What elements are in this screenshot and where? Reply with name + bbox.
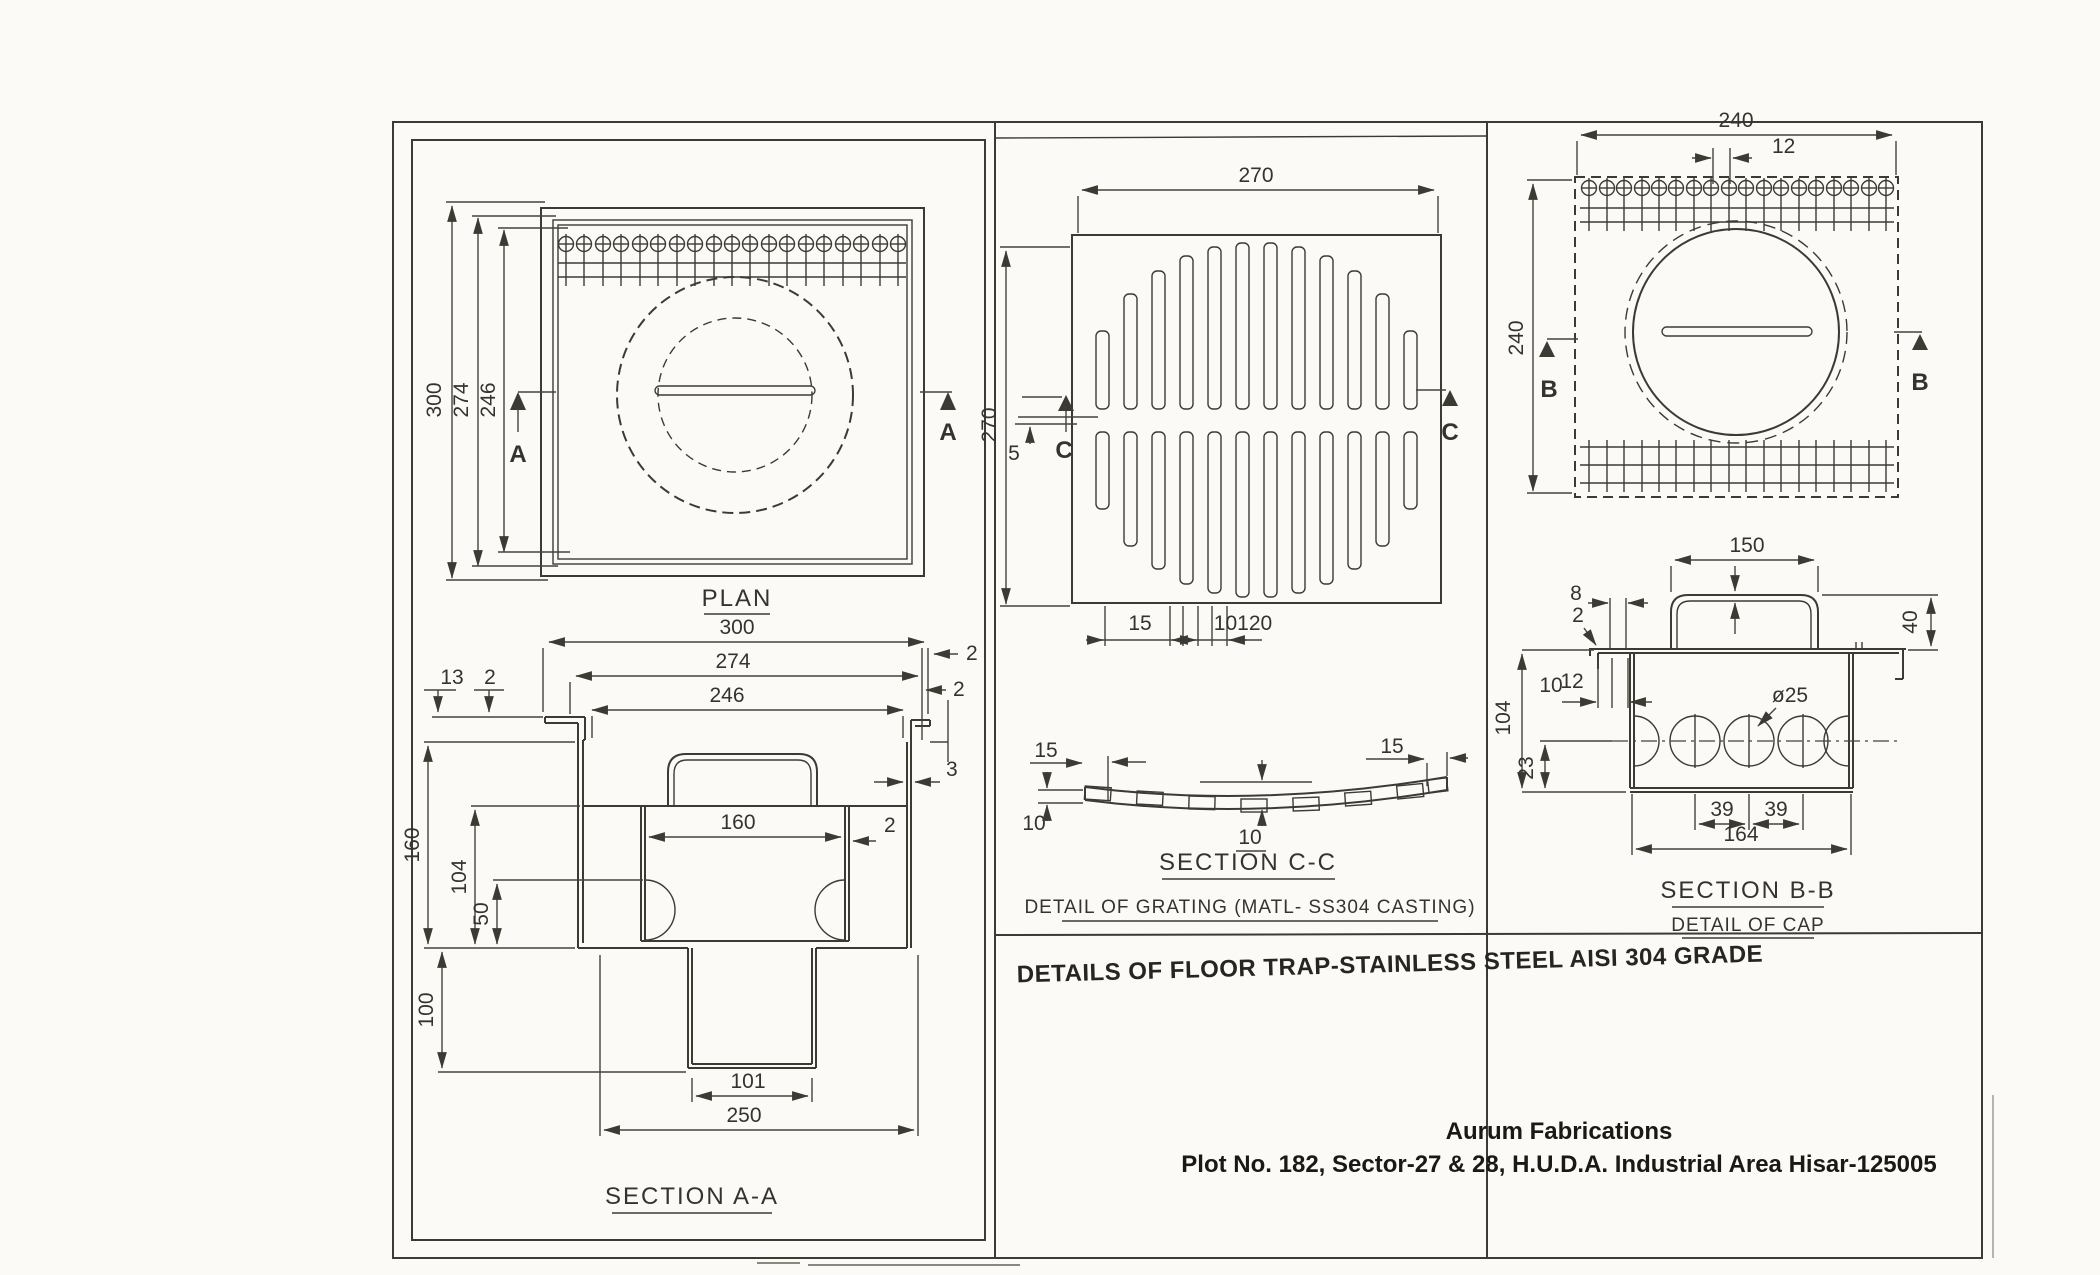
dim-246: 246 xyxy=(709,684,745,707)
dim-15-right: 15 xyxy=(1380,735,1404,758)
dim-13: 13 xyxy=(440,666,464,689)
dim-3: 3 xyxy=(946,758,958,781)
dim-12: 12 xyxy=(1560,670,1584,693)
dim-274: 274 xyxy=(715,650,751,673)
dim-10: 10 xyxy=(1539,674,1563,697)
dim-100: 100 xyxy=(415,992,438,1028)
cap-detail-label: DETAIL OF CAP xyxy=(1671,915,1825,936)
cap-plan-bottom-band xyxy=(1580,440,1894,492)
plan-coin-slot xyxy=(655,386,815,395)
dim-246: 246 xyxy=(477,382,500,418)
dim-240-left: 240 xyxy=(1505,320,1528,356)
dim-160-tray: 160 xyxy=(720,811,756,834)
dim-10-center: 10 xyxy=(1238,826,1262,849)
dim-2-top: 2 xyxy=(966,642,978,665)
dim-39-left: 39 xyxy=(1710,798,1734,821)
cap-coin-slot xyxy=(1662,327,1812,336)
section-bb-label: SECTION B-B xyxy=(1660,877,1836,904)
dim-274: 274 xyxy=(450,382,473,418)
dim-2: 2 xyxy=(1572,604,1584,627)
grating-detail-label: DETAIL OF GRATING (MATL- SS304 CASTING) xyxy=(1024,897,1476,918)
dim-39-right: 39 xyxy=(1764,798,1788,821)
dim-270-left: 270 xyxy=(978,407,1001,443)
section-marker-a-right xyxy=(920,392,957,446)
marker-label: B xyxy=(1911,369,1929,396)
plan-label: PLAN xyxy=(701,585,773,612)
cap-plan-dimensions xyxy=(1505,109,1896,493)
section-aa-profile xyxy=(545,648,948,1068)
plan-fastener-band xyxy=(558,234,906,286)
dim-2-left: 2 xyxy=(484,666,496,689)
footer-company: Aurum Fabrications xyxy=(1445,1118,1673,1145)
section-aa-label: SECTION A-A xyxy=(604,1183,780,1210)
cap-plan-view xyxy=(1505,109,1929,497)
cap-dimensions xyxy=(1492,534,1938,855)
marker-label: A xyxy=(939,419,957,446)
tray-handle xyxy=(668,754,817,806)
dim-40: 40 xyxy=(1899,610,1922,634)
marker-label: C xyxy=(1441,419,1459,446)
dim-8: 8 xyxy=(1570,582,1582,605)
marker-label: C xyxy=(1055,437,1073,464)
cap-dashed-ring xyxy=(1625,221,1847,443)
cap-handle xyxy=(1671,595,1818,649)
drawing-title: DETAILS OF FLOOR TRAP-STAINLESS STEEL AISI 304 GRADE xyxy=(1016,940,1764,989)
dim-15-bottom: 15 xyxy=(1128,612,1152,635)
cap-profile xyxy=(1590,595,1906,792)
cap-plan-top-band xyxy=(1580,178,1894,231)
plan-dimensions xyxy=(423,202,570,580)
section-bb-view xyxy=(1492,534,1938,938)
dim-50: 50 xyxy=(470,902,493,926)
dim-hole-diameter: ø25 xyxy=(1771,684,1809,707)
marker-label: B xyxy=(1540,376,1558,403)
dim-300: 300 xyxy=(423,382,446,418)
section-cc-view xyxy=(1022,735,1475,921)
section-marker-b-right xyxy=(1894,332,1929,396)
section-aa-dimensions xyxy=(401,616,978,1136)
dim-240-top: 240 xyxy=(1718,109,1754,132)
footer-address: Plot No. 182, Sector-27 & 28, H.U.D.A. Industrial Area Hisar-125005 xyxy=(1181,1151,1937,1178)
dim-104: 104 xyxy=(448,859,471,895)
grating-slots xyxy=(1096,243,1417,597)
dim-164: 164 xyxy=(1723,823,1759,846)
section-marker-c-right xyxy=(1416,390,1459,446)
marker-label: A xyxy=(509,441,527,468)
section-marker-b-left xyxy=(1539,339,1578,403)
dim-300: 300 xyxy=(719,616,755,639)
section-cc-label: SECTION C-C xyxy=(1159,849,1337,876)
dim-5: 5 xyxy=(1008,442,1020,465)
plan-view xyxy=(423,202,957,614)
section-cc-dimensions xyxy=(1022,735,1468,851)
dim-160: 160 xyxy=(401,827,424,863)
dim-12: 12 xyxy=(1772,135,1796,158)
dim-104: 104 xyxy=(1492,700,1515,736)
section-aa-view xyxy=(401,616,978,1213)
dim-2-mid: 2 xyxy=(953,678,965,701)
dim-23: 23 xyxy=(1515,756,1538,780)
dim-101: 101 xyxy=(730,1070,766,1093)
dim-15-left: 15 xyxy=(1034,739,1058,762)
section-marker-a-left xyxy=(509,392,556,468)
cap-circle xyxy=(1633,229,1839,435)
dim-270-top: 270 xyxy=(1238,164,1274,187)
dim-150: 150 xyxy=(1729,534,1765,557)
dim-2-tray: 2 xyxy=(884,814,896,837)
dim-250: 250 xyxy=(726,1104,762,1127)
grating-plan-view xyxy=(978,164,1459,646)
dim-10-left: 10 xyxy=(1022,812,1046,835)
dim-slots: 10120 xyxy=(1213,612,1273,635)
